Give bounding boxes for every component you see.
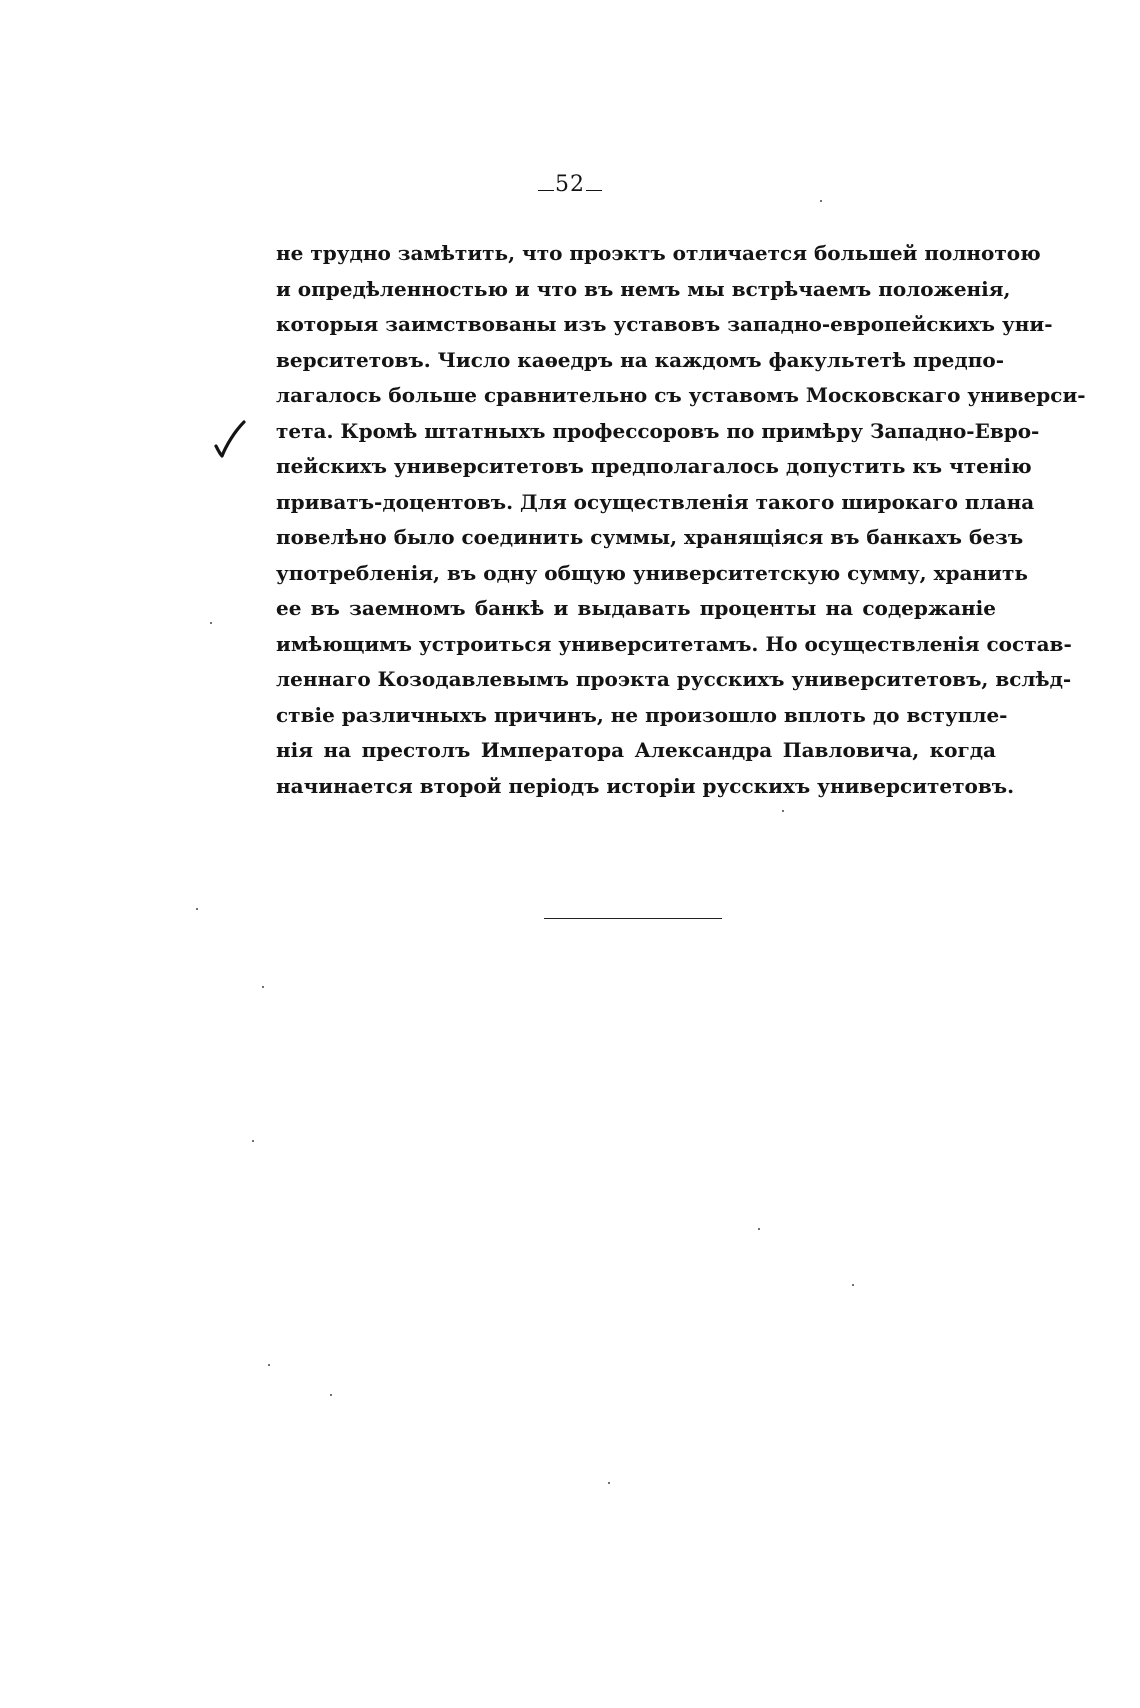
section-end-rule — [544, 918, 722, 919]
text-line: начинается второй періодъ исторіи русскихъ университетовъ. — [276, 773, 1015, 798]
scan-speck — [820, 200, 822, 202]
handwritten-checkmark-icon — [210, 420, 250, 460]
page-number — [0, 172, 1140, 197]
text-line: ее въ заемномъ банкѣ и выдавать проценты на содержаніе — [276, 596, 996, 620]
text-line: приватъ-доцентовъ. Для осуществленія такого широкаго плана — [276, 489, 1035, 514]
scan-speck — [252, 1140, 254, 1142]
scan-speck — [268, 1364, 270, 1366]
text-line: тета. Кромѣ штатныхъ профессоровъ по примѣру Западно-Евро- — [276, 418, 1040, 443]
body-text — [276, 236, 1086, 804]
text-line: пейскихъ университетовъ предполагалось допустить къ чтенію — [276, 454, 1032, 478]
text-line: лагалось больше сравнительно съ уставомъ Московскаго универси- — [276, 383, 1086, 407]
page-number-dash-right — [586, 190, 602, 191]
scan-speck — [210, 622, 212, 624]
text-line: имѣющимъ устроиться университетамъ. Но осуществленія состав- — [276, 631, 1072, 656]
scan-speck — [758, 1228, 760, 1230]
text-line: леннаго Козодавлевымъ проэкта русскихъ университетовъ, вслѣд- — [276, 667, 1072, 691]
text-line: верситетовъ. Число каѳедръ на каждомъ факультетѣ предпо- — [276, 347, 1005, 372]
text-line: повелѣно было соединить суммы, хранящіяся въ банкахъ безъ — [276, 525, 1024, 549]
text-line: и опредѣленностью и что въ немъ мы встрѣчаемъ положенія, — [276, 276, 1011, 301]
page-number-dash-left — [538, 190, 554, 191]
scan-speck — [782, 810, 784, 812]
scan-speck — [608, 1482, 610, 1484]
scan-speck — [330, 1394, 332, 1396]
text-line: не трудно замѣтить, что проэктъ отличается большей полнотою — [276, 241, 1041, 265]
text-line: употребленія, въ одну общую университетскую сумму, хранить — [276, 560, 1028, 585]
scan-speck — [852, 1284, 854, 1286]
text-line: которыя заимствованы изъ уставовъ западно-европейскихъ уни- — [276, 312, 1053, 336]
scan-speck — [262, 986, 264, 988]
page-number-text: 52 — [555, 172, 585, 197]
scan-speck — [196, 908, 198, 910]
text-line: нія на престолъ Императора Александра Павловича, когда — [276, 738, 996, 762]
text-line: ствіе различныхъ причинъ, не произошло вплоть до вступле- — [276, 702, 1008, 727]
